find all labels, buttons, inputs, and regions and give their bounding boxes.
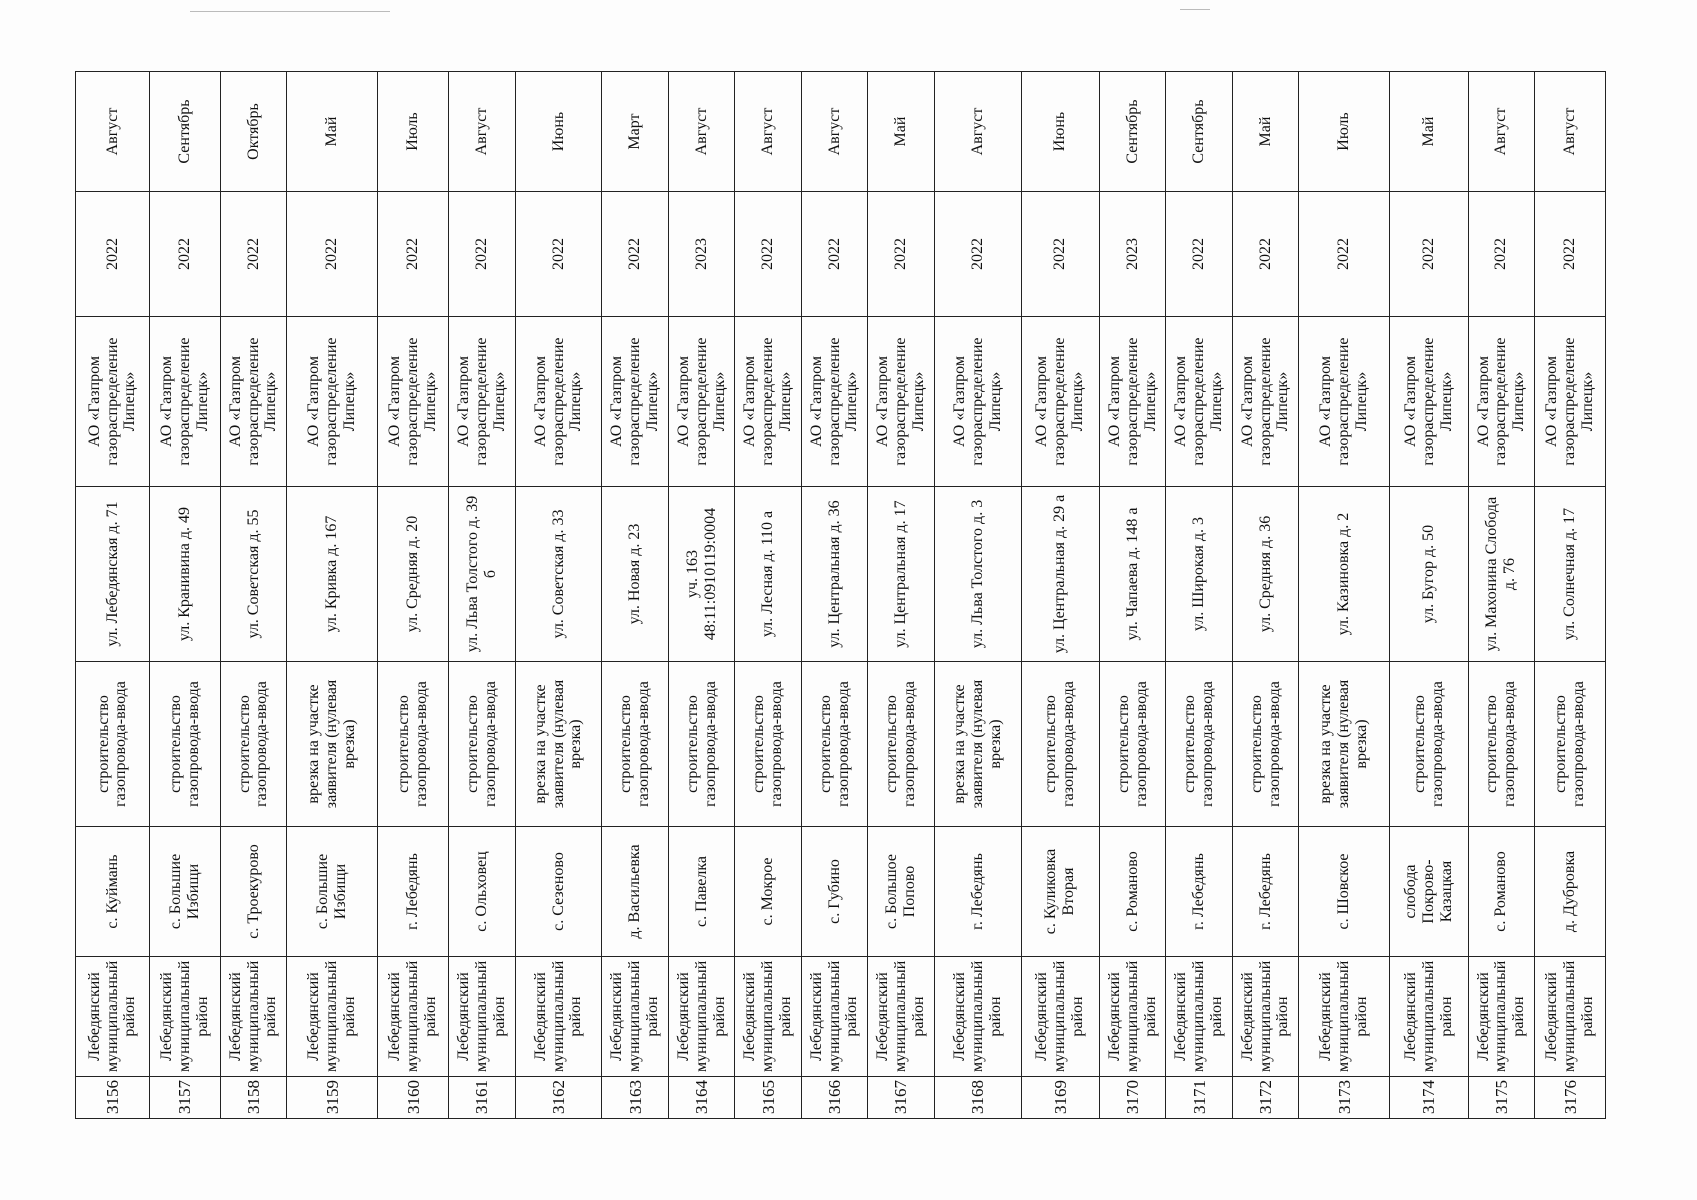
organization-cell: АО «Газпром газораспределение Липецк» [378, 317, 449, 487]
organization-cell: АО «Газпром газораспределение Липецк» [1390, 317, 1468, 487]
work-type-cell: врезка на участке заявителя (нулевая врезка) [934, 662, 1021, 827]
settlement-cell: г. Лебедянь [934, 827, 1021, 957]
work-type-cell: строительство газопровода-ввода [602, 662, 668, 827]
work-type-cell: строительство газопровода-ввода [868, 662, 934, 827]
month-cell: Июнь [515, 72, 602, 192]
row-number: 3165 [735, 1077, 801, 1119]
table-row [515, 72, 602, 1119]
organization-cell: АО «Газпром газораспределение Липецк» [735, 317, 801, 487]
table-row [1299, 72, 1390, 1119]
address-cell: ул. Лебедянская д. 71 [76, 487, 150, 662]
table-row [1166, 72, 1232, 1119]
table-row [735, 72, 801, 1119]
month-cell: Август [76, 72, 150, 192]
work-type-cell: строительство газопровода-ввода [449, 662, 515, 827]
organization-cell: АО «Газпром газораспределение Липецк» [449, 317, 515, 487]
organization-cell: АО «Газпром газораспределение Липецк» [1232, 317, 1298, 487]
address-cell: ул. Махонина Слобода д. 76 [1468, 487, 1534, 662]
row-number: 3161 [449, 1077, 515, 1119]
month-cell: Сентябрь [1166, 72, 1232, 192]
settlement-cell: с. Большое Попово [868, 827, 934, 957]
row-number: 3168 [934, 1077, 1021, 1119]
organization-cell: АО «Газпром газораспределение Липецк» [220, 317, 286, 487]
organization-cell: АО «Газпром газораспределение Липецк» [801, 317, 867, 487]
address-cell: ул. Центральная д. 36 [801, 487, 867, 662]
work-type-cell: строительство газопровода-ввода [1232, 662, 1298, 827]
work-type-cell: врезка на участке заявителя (нулевая врезка) [287, 662, 378, 827]
organization-cell: АО «Газпром газораспределение Липецк» [1021, 317, 1099, 487]
table-row [934, 72, 1021, 1119]
table-row [1099, 72, 1165, 1119]
month-cell: Июль [378, 72, 449, 192]
table-row [76, 72, 150, 1119]
row-number: 3162 [515, 1077, 602, 1119]
work-type-cell: строительство газопровода-ввода [76, 662, 150, 827]
organization-cell: АО «Газпром газораспределение Липецк» [287, 317, 378, 487]
settlement-cell: с. Большие Избищи [287, 827, 378, 957]
settlement-cell: д. Васильевка [602, 827, 668, 957]
settlement-cell: с. Ольховец [449, 827, 515, 957]
organization-cell: АО «Газпром газораспределение Липецк» [934, 317, 1021, 487]
district-cell: Лебедянский муниципальный район [1099, 957, 1165, 1077]
table-body [76, 72, 1606, 1119]
year-cell: 2022 [515, 192, 602, 317]
year-cell: 2022 [1535, 192, 1606, 317]
organization-cell: АО «Газпром газораспределение Липецк» [1299, 317, 1390, 487]
table-row [449, 72, 515, 1119]
month-cell: Август [801, 72, 867, 192]
address-cell: ул. Широкая д. 3 [1166, 487, 1232, 662]
row-number: 3176 [1535, 1077, 1606, 1119]
table-row [668, 72, 734, 1119]
month-cell: Март [602, 72, 668, 192]
row-number: 3170 [1099, 1077, 1165, 1119]
district-cell: Лебедянский муниципальный район [76, 957, 150, 1077]
row-number: 3167 [868, 1077, 934, 1119]
organization-cell: АО «Газпром газораспределение Липецк» [515, 317, 602, 487]
district-cell: Лебедянский муниципальный район [378, 957, 449, 1077]
work-type-cell: строительство газопровода-ввода [1468, 662, 1534, 827]
gasification-schedule-table [75, 71, 1606, 1119]
district-cell: Лебедянский муниципальный район [735, 957, 801, 1077]
address-cell: ул. Кранивина д. 49 [149, 487, 220, 662]
settlement-cell: с. Куликовка Вторая [1021, 827, 1099, 957]
work-type-cell: строительство газопровода-ввода [735, 662, 801, 827]
district-cell: Лебедянский муниципальный район [515, 957, 602, 1077]
table-row [602, 72, 668, 1119]
settlement-cell: с. Куймань [76, 827, 150, 957]
address-cell: ул. Центральная д. 17 [868, 487, 934, 662]
month-cell: Октябрь [220, 72, 286, 192]
organization-cell: АО «Газпром газораспределение Липецк» [76, 317, 150, 487]
month-cell: Июнь [1021, 72, 1099, 192]
address-cell: ул. Солнечная д. 17 [1535, 487, 1606, 662]
year-cell: 2022 [449, 192, 515, 317]
district-cell: Лебедянский муниципальный район [801, 957, 867, 1077]
year-cell: 2023 [1099, 192, 1165, 317]
year-cell: 2022 [287, 192, 378, 317]
address-cell: ул. Средняя д. 36 [1232, 487, 1298, 662]
month-cell: Сентябрь [149, 72, 220, 192]
work-type-cell: строительство газопровода-ввода [1021, 662, 1099, 827]
settlement-cell: с. Романово [1468, 827, 1534, 957]
year-cell: 2022 [220, 192, 286, 317]
work-type-cell: врезка на участке заявителя (нулевая врезка) [1299, 662, 1390, 827]
year-cell: 2022 [868, 192, 934, 317]
row-number: 3157 [149, 1077, 220, 1119]
organization-cell: АО «Газпром газораспределение Липецк» [1468, 317, 1534, 487]
table-row [1232, 72, 1298, 1119]
work-type-cell: строительство газопровода-ввода [1166, 662, 1232, 827]
settlement-cell: с. Павелка [668, 827, 734, 957]
settlement-cell: с. Сезеново [515, 827, 602, 957]
settlement-cell: г. Лебедянь [378, 827, 449, 957]
settlement-cell: с. Мокрое [735, 827, 801, 957]
year-cell: 2022 [1390, 192, 1468, 317]
organization-cell: АО «Газпром газораспределение Липецк» [1535, 317, 1606, 487]
district-cell: Лебедянский муниципальный район [668, 957, 734, 1077]
district-cell: Лебедянский муниципальный район [287, 957, 378, 1077]
scan-artifact-line [190, 11, 390, 12]
settlement-cell: с. Романово [1099, 827, 1165, 957]
address-cell: ул. Казиновка д. 2 [1299, 487, 1390, 662]
row-number: 3158 [220, 1077, 286, 1119]
work-type-cell: строительство газопровода-ввода [149, 662, 220, 827]
month-cell: Май [1390, 72, 1468, 192]
row-number: 3164 [668, 1077, 734, 1119]
row-number: 3163 [602, 1077, 668, 1119]
year-cell: 2022 [1232, 192, 1298, 317]
row-number: 3172 [1232, 1077, 1298, 1119]
row-number: 3169 [1021, 1077, 1099, 1119]
settlement-cell: с. Троекурово [220, 827, 286, 957]
settlement-cell: с. Большие Избищи [149, 827, 220, 957]
row-number: 3174 [1390, 1077, 1468, 1119]
organization-cell: АО «Газпром газораспределение Липецк» [668, 317, 734, 487]
table-row [378, 72, 449, 1119]
row-number: 3156 [76, 1077, 150, 1119]
settlement-cell: г. Лебедянь [1166, 827, 1232, 957]
address-cell: ул. Советская д. 33 [515, 487, 602, 662]
table-row [868, 72, 934, 1119]
settlement-cell: д. Дубровка [1535, 827, 1606, 957]
row-number: 3175 [1468, 1077, 1534, 1119]
table-row [1468, 72, 1534, 1119]
district-cell: Лебедянский муниципальный район [1535, 957, 1606, 1077]
address-cell: ул. Новая д. 23 [602, 487, 668, 662]
year-cell: 2022 [934, 192, 1021, 317]
rotated-table-wrapper [75, 72, 1606, 1119]
table-row [287, 72, 378, 1119]
work-type-cell: строительство газопровода-ввода [1099, 662, 1165, 827]
settlement-cell: г. Лебедянь [1232, 827, 1298, 957]
address-cell: ул. Советская д. 55 [220, 487, 286, 662]
district-cell: Лебедянский муниципальный район [1468, 957, 1534, 1077]
address-cell: ул. Бугор д. 50 [1390, 487, 1468, 662]
year-cell: 2022 [801, 192, 867, 317]
scan-artifact-mark [1180, 9, 1210, 10]
district-cell: Лебедянский муниципальный район [149, 957, 220, 1077]
work-type-cell: строительство газопровода-ввода [801, 662, 867, 827]
month-cell: Июль [1299, 72, 1390, 192]
address-cell: ул. Чапаева д. 148 а [1099, 487, 1165, 662]
month-cell: Август [449, 72, 515, 192]
district-cell: Лебедянский муниципальный район [1021, 957, 1099, 1077]
settlement-cell: с. Шовское [1299, 827, 1390, 957]
settlement-cell: с. Губино [801, 827, 867, 957]
year-cell: 2022 [1166, 192, 1232, 317]
month-cell: Май [1232, 72, 1298, 192]
row-number: 3166 [801, 1077, 867, 1119]
district-cell: Лебедянский муниципальный район [602, 957, 668, 1077]
district-cell: Лебедянский муниципальный район [934, 957, 1021, 1077]
row-number: 3173 [1299, 1077, 1390, 1119]
month-cell: Август [934, 72, 1021, 192]
row-number: 3159 [287, 1077, 378, 1119]
year-cell: 2022 [149, 192, 220, 317]
settlement-cell: слобода Покрово-Казацкая [1390, 827, 1468, 957]
district-cell: Лебедянский муниципальный район [1299, 957, 1390, 1077]
district-cell: Лебедянский муниципальный район [449, 957, 515, 1077]
year-cell: 2022 [76, 192, 150, 317]
year-cell: 2022 [735, 192, 801, 317]
row-number: 3160 [378, 1077, 449, 1119]
address-cell: ул. Средняя д. 20 [378, 487, 449, 662]
work-type-cell: строительство газопровода-ввода [378, 662, 449, 827]
address-cell: ул. Кривка д. 167 [287, 487, 378, 662]
organization-cell: АО «Газпром газораспределение Липецк» [1099, 317, 1165, 487]
organization-cell: АО «Газпром газораспределение Липецк» [602, 317, 668, 487]
month-cell: Сентябрь [1099, 72, 1165, 192]
work-type-cell: строительство газопровода-ввода [220, 662, 286, 827]
address-cell: ул. Лесная д. 110 а [735, 487, 801, 662]
year-cell: 2022 [1299, 192, 1390, 317]
table-row [801, 72, 867, 1119]
table-row [149, 72, 220, 1119]
year-cell: 2022 [602, 192, 668, 317]
month-cell: Август [735, 72, 801, 192]
district-cell: Лебедянский муниципальный район [220, 957, 286, 1077]
table-row [220, 72, 286, 1119]
year-cell: 2022 [1021, 192, 1099, 317]
work-type-cell: строительство газопровода-ввода [668, 662, 734, 827]
month-cell: Май [868, 72, 934, 192]
work-type-cell: врезка на участке заявителя (нулевая врезка) [515, 662, 602, 827]
month-cell: Май [287, 72, 378, 192]
district-cell: Лебедянский муниципальный район [1390, 957, 1468, 1077]
address-cell: ул. Центральная д. 29 а [1021, 487, 1099, 662]
work-type-cell: строительство газопровода-ввода [1390, 662, 1468, 827]
month-cell: Август [1468, 72, 1534, 192]
organization-cell: АО «Газпром газораспределение Липецк» [149, 317, 220, 487]
address-cell: уч. 163 48:11:0910119:0004 [668, 487, 734, 662]
month-cell: Август [668, 72, 734, 192]
district-cell: Лебедянский муниципальный район [1166, 957, 1232, 1077]
table-row [1021, 72, 1099, 1119]
address-cell: ул. Льва Толстого д. 39 б [449, 487, 515, 662]
organization-cell: АО «Газпром газораспределение Липецк» [868, 317, 934, 487]
organization-cell: АО «Газпром газораспределение Липецк» [1166, 317, 1232, 487]
table-row [1390, 72, 1468, 1119]
district-cell: Лебедянский муниципальный район [868, 957, 934, 1077]
row-number: 3171 [1166, 1077, 1232, 1119]
year-cell: 2022 [1468, 192, 1534, 317]
table-row [1535, 72, 1606, 1119]
district-cell: Лебедянский муниципальный район [1232, 957, 1298, 1077]
month-cell: Август [1535, 72, 1606, 192]
address-cell: ул. Льва Толстого д. 3 [934, 487, 1021, 662]
year-cell: 2022 [378, 192, 449, 317]
year-cell: 2023 [668, 192, 734, 317]
work-type-cell: строительство газопровода-ввода [1535, 662, 1606, 827]
